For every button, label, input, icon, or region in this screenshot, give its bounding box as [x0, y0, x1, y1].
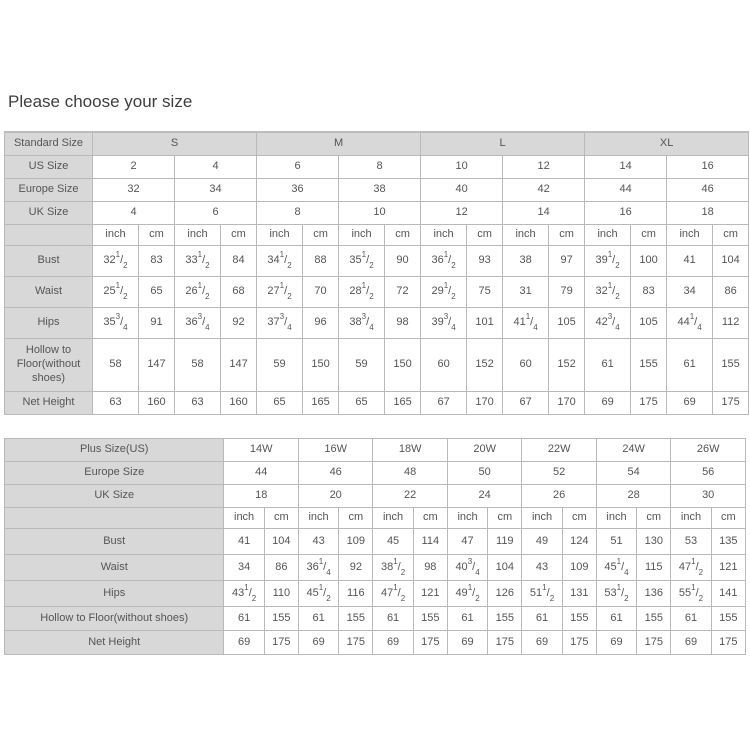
measure-value: 150 — [303, 339, 339, 392]
measure-value: 69 — [298, 631, 338, 655]
measure-value: 114 — [413, 529, 447, 555]
size-header-cell: 18W — [373, 439, 447, 462]
measure-value: 155 — [711, 607, 745, 631]
size-header-cell: 54 — [596, 462, 670, 485]
measure-value: 45 — [373, 529, 413, 555]
unit-row — [5, 508, 746, 529]
row-label: Hollow to Floor(without shoes) — [5, 607, 224, 631]
unit-header: inch — [596, 508, 636, 529]
size-header-cell: 38 — [339, 179, 421, 202]
measure-value: 150 — [385, 339, 421, 392]
measure-value: 38 — [503, 246, 549, 277]
row-label: Hips — [5, 581, 224, 607]
measure-value: 69 — [667, 392, 713, 415]
row-label: UK Size — [5, 202, 93, 225]
measure-value: 86 — [264, 555, 298, 581]
unit-header: inch — [522, 508, 562, 529]
measure-value: 175 — [562, 631, 596, 655]
measure-value: 91 — [139, 308, 175, 339]
row-label: Net Height — [5, 631, 224, 655]
measure-value: 49 — [522, 529, 562, 555]
size-header-cell: 14 — [503, 202, 585, 225]
size-header-cell: 22W — [522, 439, 596, 462]
measure-value: 175 — [488, 631, 522, 655]
measure-value: 68 — [221, 277, 257, 308]
measure-value: 170 — [549, 392, 585, 415]
measure-value: $44^1/_4$ — [667, 308, 713, 339]
header-row — [5, 485, 746, 508]
unit-header: cm — [488, 508, 522, 529]
measure-row — [5, 581, 746, 607]
measure-value: $41^1/_4$ — [503, 308, 549, 339]
page-title: Please choose your size — [8, 92, 193, 111]
measure-value: $55^1/_2$ — [671, 581, 711, 607]
measure-value: $45^1/_2$ — [298, 581, 338, 607]
size-header-cell: 10 — [339, 202, 421, 225]
size-header-cell: M — [257, 132, 421, 156]
measure-value: 63 — [93, 392, 139, 415]
size-header-cell: 6 — [175, 202, 257, 225]
measure-value: 100 — [631, 246, 667, 277]
measure-value: $27^1/_2$ — [257, 277, 303, 308]
measure-value: $43^1/_2$ — [224, 581, 264, 607]
measure-row — [5, 392, 749, 415]
measure-value: 79 — [549, 277, 585, 308]
size-header-cell: L — [421, 132, 585, 156]
measure-value: $47^1/_2$ — [671, 555, 711, 581]
measure-value: 83 — [139, 246, 175, 277]
size-header-cell: 40 — [421, 179, 503, 202]
row-label: Waist — [5, 555, 224, 581]
size-header-cell: 18 — [224, 485, 298, 508]
size-header-cell: 4 — [93, 202, 175, 225]
measure-value: 31 — [503, 277, 549, 308]
measure-value: 98 — [385, 308, 421, 339]
unit-header: cm — [637, 508, 671, 529]
measure-value: 47 — [447, 529, 487, 555]
measure-row — [5, 529, 746, 555]
measure-value: 67 — [421, 392, 467, 415]
size-header-cell: 16 — [667, 156, 749, 179]
measure-value: 165 — [303, 392, 339, 415]
measure-value: 58 — [175, 339, 221, 392]
measure-value: 96 — [303, 308, 339, 339]
size-header-cell: 42 — [503, 179, 585, 202]
measure-value: 104 — [264, 529, 298, 555]
measure-value: 175 — [264, 631, 298, 655]
size-header-cell: 44 — [585, 179, 667, 202]
measure-value: 136 — [637, 581, 671, 607]
measure-value: 155 — [713, 339, 749, 392]
size-header-cell: 26W — [671, 439, 746, 462]
measure-value: 152 — [467, 339, 503, 392]
size-header-cell: 2 — [93, 156, 175, 179]
measure-value: $36^1/_2$ — [421, 246, 467, 277]
unit-row — [5, 225, 749, 246]
row-label: Europe Size — [5, 179, 93, 202]
size-header-cell: 30 — [671, 485, 746, 508]
measure-value: 41 — [667, 246, 713, 277]
size-header-cell: 32 — [93, 179, 175, 202]
unit-header: inch — [585, 225, 631, 246]
row-label: Plus Size(US) — [5, 439, 224, 462]
measure-value: $39^1/_2$ — [585, 246, 631, 277]
size-header-cell: 16W — [298, 439, 372, 462]
measure-value: 72 — [385, 277, 421, 308]
row-label: US Size — [5, 156, 93, 179]
measure-value: 67 — [503, 392, 549, 415]
measure-value: 90 — [385, 246, 421, 277]
measure-value: 116 — [339, 581, 373, 607]
measure-value: 155 — [413, 607, 447, 631]
unit-header: cm — [385, 225, 421, 246]
measure-value: 105 — [549, 308, 585, 339]
measure-value: 175 — [413, 631, 447, 655]
row-label: Bust — [5, 529, 224, 555]
unit-header: inch — [503, 225, 549, 246]
measure-value: 69 — [224, 631, 264, 655]
unit-header: cm — [549, 225, 585, 246]
measure-value: 170 — [467, 392, 503, 415]
measure-value: 147 — [139, 339, 175, 392]
size-header-cell: 22 — [373, 485, 447, 508]
size-header-cell: 16 — [585, 202, 667, 225]
measure-value: 61 — [224, 607, 264, 631]
row-label-empty — [5, 225, 93, 246]
size-header-cell: 48 — [373, 462, 447, 485]
unit-header: inch — [298, 508, 338, 529]
measure-value: 86 — [713, 277, 749, 308]
measure-value: $33^1/_2$ — [175, 246, 221, 277]
unit-header: inch — [339, 225, 385, 246]
size-header-cell: 52 — [522, 462, 596, 485]
measure-value: 93 — [467, 246, 503, 277]
unit-header: cm — [711, 508, 745, 529]
measure-value: $34^1/_2$ — [257, 246, 303, 277]
measure-value: 60 — [503, 339, 549, 392]
unit-header: cm — [713, 225, 749, 246]
row-label-empty — [5, 508, 224, 529]
measure-value: 105 — [631, 308, 667, 339]
row-label: Bust — [5, 246, 93, 277]
measure-row — [5, 308, 749, 339]
unit-header: inch — [373, 508, 413, 529]
size-header-cell: 50 — [447, 462, 521, 485]
measure-value: 155 — [339, 607, 373, 631]
measure-value: $25^1/_2$ — [93, 277, 139, 308]
unit-header: cm — [303, 225, 339, 246]
measure-value: 126 — [488, 581, 522, 607]
unit-header: cm — [264, 508, 298, 529]
measure-value: 43 — [522, 555, 562, 581]
measure-value: 60 — [421, 339, 467, 392]
measure-value: 121 — [413, 581, 447, 607]
measure-value: 104 — [488, 555, 522, 581]
row-label: Hollow to Floor(without shoes) — [5, 339, 93, 392]
measure-value: 69 — [447, 631, 487, 655]
size-header-cell: 18 — [667, 202, 749, 225]
measure-value: $53^1/_2$ — [596, 581, 636, 607]
size-header-cell: 56 — [671, 462, 746, 485]
size-header-cell: 28 — [596, 485, 670, 508]
measure-value: 34 — [667, 277, 713, 308]
unit-header: cm — [467, 225, 503, 246]
measure-value: 175 — [711, 631, 745, 655]
size-header-cell: 46 — [667, 179, 749, 202]
measure-value: 101 — [467, 308, 503, 339]
measure-row — [5, 555, 746, 581]
measure-value: 97 — [549, 246, 585, 277]
unit-header: inch — [224, 508, 264, 529]
measure-value: 112 — [713, 308, 749, 339]
size-header-cell: 6 — [257, 156, 339, 179]
measure-value: $35^1/_2$ — [339, 246, 385, 277]
size-header-cell: 8 — [339, 156, 421, 179]
measure-value: 175 — [631, 392, 667, 415]
measure-value: 160 — [139, 392, 175, 415]
measure-value: $38^3/_4$ — [339, 308, 385, 339]
measure-value: 155 — [264, 607, 298, 631]
measure-value: 160 — [221, 392, 257, 415]
measure-value: 124 — [562, 529, 596, 555]
size-header-cell: 46 — [298, 462, 372, 485]
measure-value: 165 — [385, 392, 421, 415]
size-header-cell: 36 — [257, 179, 339, 202]
size-header-cell: 10 — [421, 156, 503, 179]
size-header-cell: 34 — [175, 179, 257, 202]
measure-value: $26^1/_2$ — [175, 277, 221, 308]
measure-value: $45^1/_4$ — [596, 555, 636, 581]
measure-value: 61 — [373, 607, 413, 631]
measure-value: 70 — [303, 277, 339, 308]
row-label: Europe Size — [5, 462, 224, 485]
unit-header: inch — [257, 225, 303, 246]
measure-value: 43 — [298, 529, 338, 555]
measure-value: $28^1/_2$ — [339, 277, 385, 308]
measure-value: 58 — [93, 339, 139, 392]
measure-value: 175 — [713, 392, 749, 415]
measure-value: 41 — [224, 529, 264, 555]
measure-value: 61 — [298, 607, 338, 631]
measure-value: 109 — [562, 555, 596, 581]
measure-value: $39^3/_4$ — [421, 308, 467, 339]
size-header-cell: 14W — [224, 439, 298, 462]
measure-value: $49^1/_2$ — [447, 581, 487, 607]
measure-value: 155 — [488, 607, 522, 631]
measure-value: $36^1/_4$ — [298, 555, 338, 581]
size-header-cell: 44 — [224, 462, 298, 485]
measure-value: $35^3/_4$ — [93, 308, 139, 339]
unit-header: inch — [421, 225, 467, 246]
measure-value: 69 — [585, 392, 631, 415]
measure-row — [5, 607, 746, 631]
row-label: Net Height — [5, 392, 93, 415]
measure-value: $37^3/_4$ — [257, 308, 303, 339]
size-header-cell: 8 — [257, 202, 339, 225]
measure-value: 121 — [711, 555, 745, 581]
unit-header: inch — [667, 225, 713, 246]
measure-row — [5, 277, 749, 308]
measure-value: 155 — [637, 607, 671, 631]
unit-header: cm — [221, 225, 257, 246]
measure-value: 84 — [221, 246, 257, 277]
unit-header: inch — [93, 225, 139, 246]
measure-value: 53 — [671, 529, 711, 555]
measure-value: 130 — [637, 529, 671, 555]
size-header-cell: S — [93, 132, 257, 156]
measure-value: 61 — [671, 607, 711, 631]
header-row — [5, 462, 746, 485]
plus-size-table — [4, 438, 746, 655]
measure-value: 59 — [339, 339, 385, 392]
unit-header: inch — [671, 508, 711, 529]
row-label: Waist — [5, 277, 93, 308]
measure-value: $42^3/_4$ — [585, 308, 631, 339]
measure-row — [5, 339, 749, 392]
measure-value: 65 — [339, 392, 385, 415]
measure-value: 98 — [413, 555, 447, 581]
header-row — [5, 439, 746, 462]
measure-value: $40^3/_4$ — [447, 555, 487, 581]
size-header-cell: 24W — [596, 439, 670, 462]
measure-value: 92 — [339, 555, 373, 581]
measure-value: 152 — [549, 339, 585, 392]
unit-header: cm — [562, 508, 596, 529]
measure-value: 135 — [711, 529, 745, 555]
measure-value: 61 — [585, 339, 631, 392]
measure-value: 109 — [339, 529, 373, 555]
measure-value: $36^3/_4$ — [175, 308, 221, 339]
measure-value: 115 — [637, 555, 671, 581]
unit-header: cm — [139, 225, 175, 246]
measure-value: 88 — [303, 246, 339, 277]
measure-value: 61 — [596, 607, 636, 631]
header-row — [5, 202, 749, 225]
measure-value: 61 — [447, 607, 487, 631]
unit-header: cm — [631, 225, 667, 246]
measure-value: 147 — [221, 339, 257, 392]
size-header-cell: 26 — [522, 485, 596, 508]
size-header-cell: 4 — [175, 156, 257, 179]
measure-value: 75 — [467, 277, 503, 308]
measure-value: 61 — [667, 339, 713, 392]
measure-value: 110 — [264, 581, 298, 607]
header-row — [5, 156, 749, 179]
measure-value: 175 — [637, 631, 671, 655]
measure-value: 69 — [671, 631, 711, 655]
measure-value: 65 — [257, 392, 303, 415]
size-header-cell: XL — [585, 132, 749, 156]
measure-value: 83 — [631, 277, 667, 308]
size-header-cell: 12 — [503, 156, 585, 179]
row-label: UK Size — [5, 485, 224, 508]
unit-header: inch — [175, 225, 221, 246]
measure-value: $32^1/_2$ — [93, 246, 139, 277]
unit-header: cm — [413, 508, 447, 529]
measure-value: 63 — [175, 392, 221, 415]
measure-value: 69 — [373, 631, 413, 655]
measure-value: 175 — [339, 631, 373, 655]
measure-value: 155 — [631, 339, 667, 392]
measure-value: 104 — [713, 246, 749, 277]
measure-value: 69 — [596, 631, 636, 655]
measure-value: 34 — [224, 555, 264, 581]
measure-value: 59 — [257, 339, 303, 392]
measure-value: 131 — [562, 581, 596, 607]
measure-value: $47^1/_2$ — [373, 581, 413, 607]
measure-value: $29^1/_2$ — [421, 277, 467, 308]
size-header-cell: 12 — [421, 202, 503, 225]
measure-row — [5, 631, 746, 655]
unit-header: cm — [339, 508, 373, 529]
size-header-cell: 20 — [298, 485, 372, 508]
measure-value: 155 — [562, 607, 596, 631]
size-header-cell: 20W — [447, 439, 521, 462]
header-row — [5, 132, 749, 156]
size-header-cell: 24 — [447, 485, 521, 508]
measure-value: 65 — [139, 277, 175, 308]
measure-value: 69 — [522, 631, 562, 655]
measure-value: 119 — [488, 529, 522, 555]
size-header-cell: 14 — [585, 156, 667, 179]
measure-value: 61 — [522, 607, 562, 631]
standard-size-table — [4, 131, 749, 415]
measure-value: $32^1/_2$ — [585, 277, 631, 308]
measure-value: 141 — [711, 581, 745, 607]
row-label: Standard Size — [5, 132, 93, 156]
header-row — [5, 179, 749, 202]
row-label: Hips — [5, 308, 93, 339]
measure-value: $51^1/_2$ — [522, 581, 562, 607]
measure-value: $38^1/_2$ — [373, 555, 413, 581]
measure-value: 51 — [596, 529, 636, 555]
measure-row — [5, 246, 749, 277]
measure-value: 92 — [221, 308, 257, 339]
unit-header: inch — [447, 508, 487, 529]
